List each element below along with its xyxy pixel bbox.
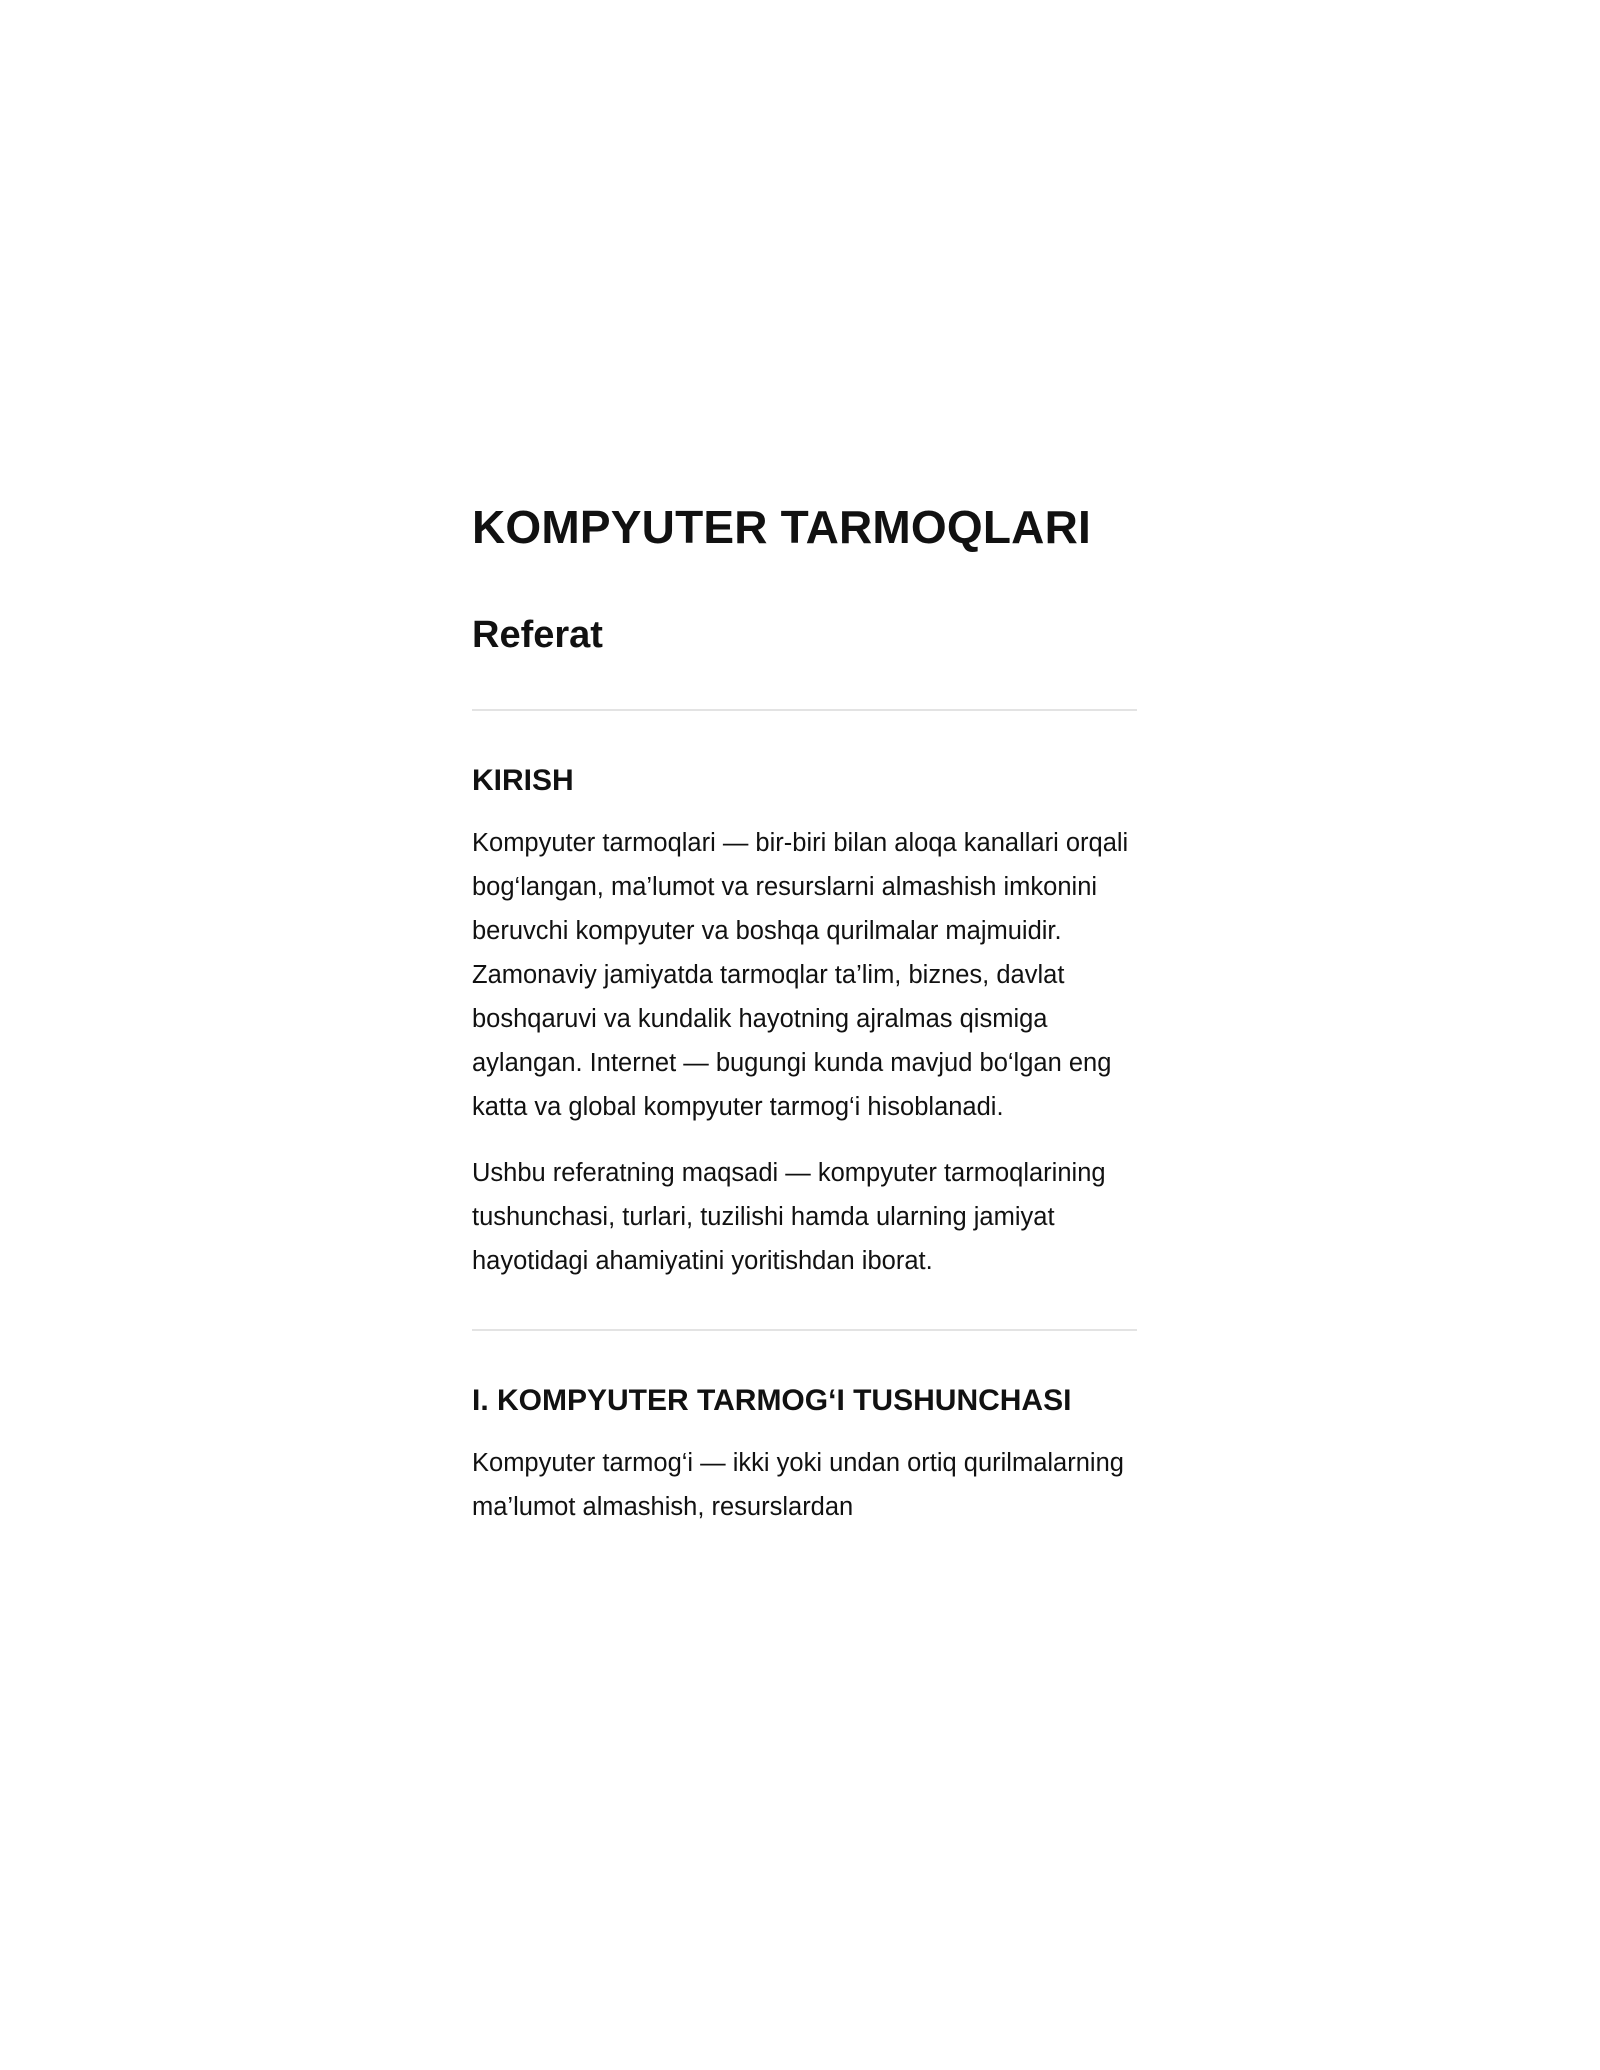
document-page: [472, 500, 1137, 1529]
section-network-concept: [472, 1383, 1137, 1529]
section-divider: [472, 1329, 1137, 1331]
section-divider: [472, 709, 1137, 711]
paragraph: Kompyuter tarmog‘i — ikki yoki undan ortiq qurilmalarning ma’lumot almashish, resurslardan: [472, 1448, 1124, 1521]
section-introduction: [472, 763, 1137, 1283]
paragraph: Kompyuter tarmoqlari — bir-biri bilan aloqa kanallari orqali bog‘langan, ma’lumot va resurslarni almashish imkonini beruvchi kompyuter va boshqa qurilmalar majmuidir. Zamonaviy jamiyatda tarmoqlar ta’lim, biznes, davlat boshqaruvi va kundalik hayotning ajralmas qismiga aylangan. Internet — bugungi kunda mavjud bo‘lgan eng katta va global kompyuter tarmog‘i hisoblanadi.: [472, 828, 1129, 1121]
section-heading: I. KOMPYUTER TARMOG‘I TUSHUNCHASI: [472, 1383, 1072, 1417]
document-title: KOMPYUTER TARMOQLARI: [472, 501, 1092, 553]
document-subtitle: Referat: [472, 614, 603, 657]
paragraph: Ushbu referatning maqsadi — kompyuter tarmoqlarining tushunchasi, turlari, tuzilishi hamda ularning jamiyat hayotidagi ahamiyatini yoritishdan iborat.: [472, 1158, 1106, 1275]
section-heading: KIRISH: [472, 763, 574, 797]
